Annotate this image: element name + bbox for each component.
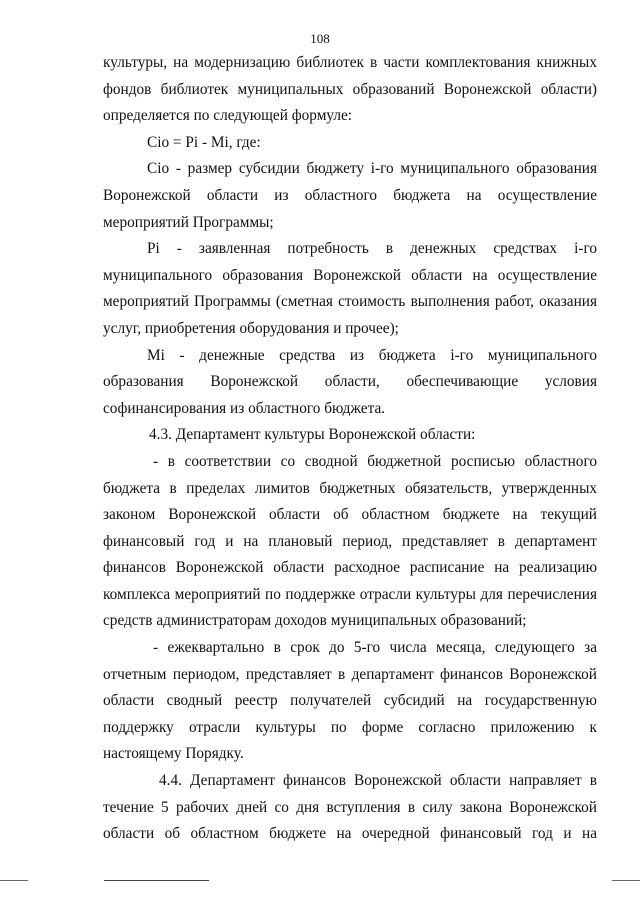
text-line: Ciо - размер субсидии бюджету i-го муниципального образования	[147, 160, 597, 178]
text-line: Ciо = Pi - Mi, где:	[147, 133, 261, 151]
page-number: 108	[310, 31, 330, 46]
text-line: области сводный реестр получателей субсидий на государственную	[103, 692, 597, 710]
text-line: законом Воронежской области об областном бюджете на текущий	[103, 506, 597, 524]
text-line: бюджета в пределах лимитов бюджетных обязательств, утвержденных	[103, 479, 597, 497]
text-line: муниципального образования Воронежской области на осуществление	[103, 266, 597, 284]
text-line: мероприятий Программы (сметная стоимость выполнения работ, оказания	[103, 293, 597, 311]
text-line: услуг, приобретения оборудования и прочее);	[103, 319, 399, 337]
text-line: области об областном бюджете на очередной финансовый год и на	[103, 825, 597, 843]
text-line: течение 5 рабочих дней со дня вступления в силу закона Воронежской	[103, 798, 597, 816]
text-line: отчетным периодом, представляет в департамент финансов Воронежской	[103, 665, 597, 683]
text-line: фондов библиотек муниципальных образований Воронежской области)	[103, 80, 597, 98]
text-line: 4.3. Департамент культуры Воронежской области:	[149, 426, 476, 444]
text-line: настоящему Порядку.	[103, 745, 244, 763]
text-line: Pi - заявленная потребность в денежных средствах i-го	[147, 240, 597, 258]
text-line: финансов Воронежской области расходное расписание на реализацию	[103, 559, 597, 577]
text-line: мероприятий Программы;	[103, 213, 274, 231]
text-line: финансовый год и на плановый период, представляет в департамент	[103, 532, 597, 550]
footnote-divider	[104, 880, 209, 881]
text-line: 4.4. Департамент финансов Воронежской области направляет в	[159, 772, 597, 790]
text-line: - ежеквартально в срок до 5-го числа месяца, следующего за	[153, 639, 597, 657]
text-line: комплекса мероприятий по поддержке отрасли культуры для перечисления	[103, 585, 597, 603]
scan-edge-mark-right	[612, 880, 640, 881]
text-line: образования Воронежской области, обеспечивающие условия	[103, 373, 597, 391]
text-line: культуры, на модернизацию библиотек в части комплектования книжных	[103, 54, 597, 71]
text-line: поддержку отрасли культуры по форме согласно приложению к	[103, 718, 597, 736]
text-line: Воронежской области из областного бюджета на осуществление	[103, 186, 597, 204]
body-text	[103, 50, 597, 848]
text-line: - в соответствии со сводной бюджетной росписью областного	[153, 452, 597, 470]
text-line: софинансирования из областного бюджета.	[103, 399, 386, 417]
text-line: средств администраторам доходов муниципальных образований;	[103, 612, 527, 630]
text-line: Mi - денежные средства из бюджета i-го муниципального	[147, 346, 597, 364]
text-line: определяется по следующей формуле:	[103, 107, 353, 125]
scan-edge-mark-left	[0, 880, 28, 881]
